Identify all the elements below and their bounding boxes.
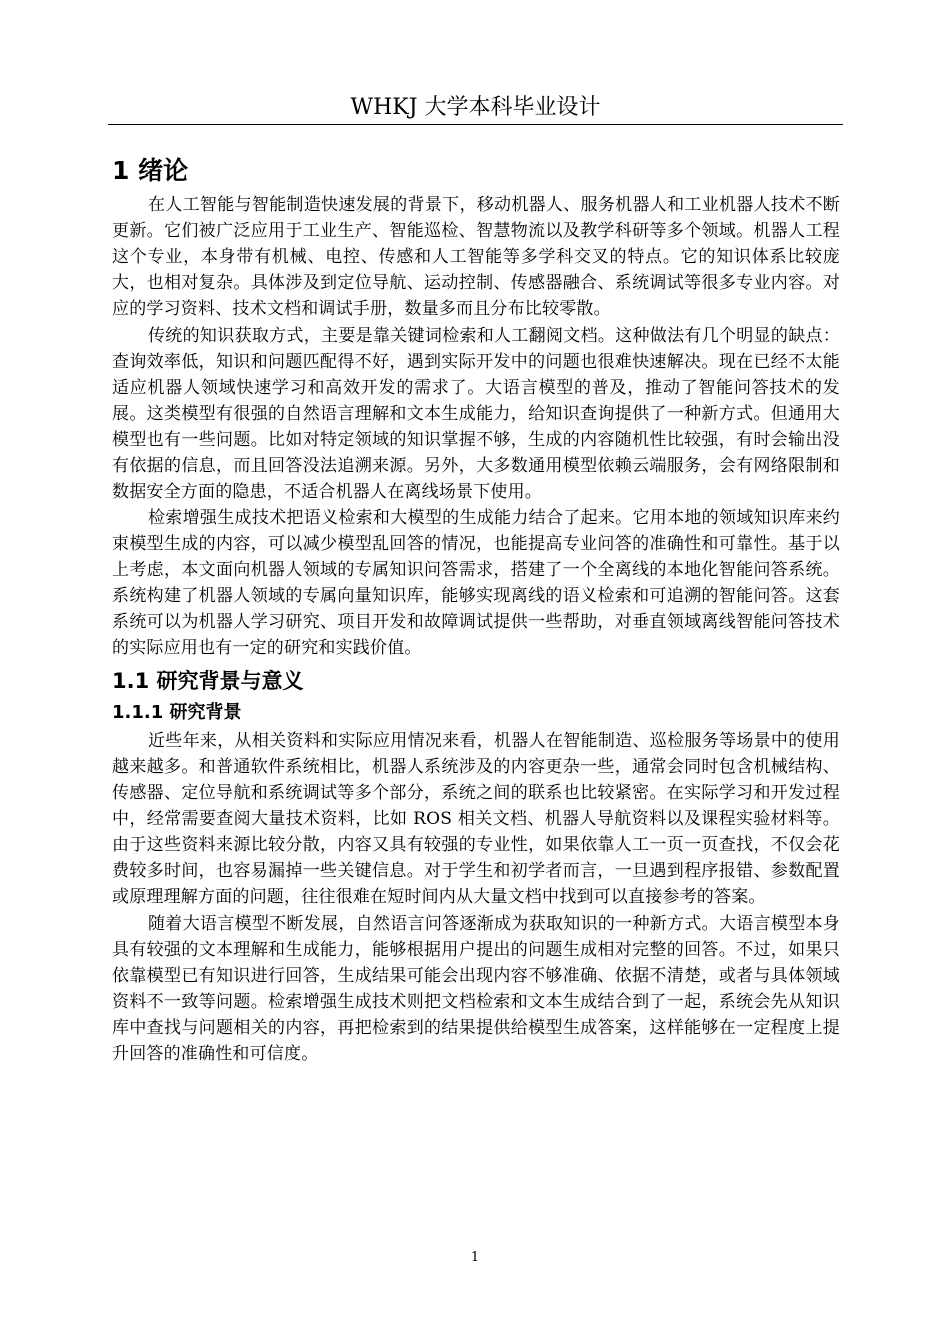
chapter-paragraph-1: 在人工智能与智能制造快速发展的背景下，移动机器人、服务机器人和工业机器人技术不断更新。它们被广泛应用于工业生产、智能巡检、智慧物流以及教学科研等多个领域。机器人工程这个专业，本身带有机械、电控、传感和人工智能等多学科交叉的特点。它的知识体系比较庞大，也相对复杂。具体涉及到定位导航、运动控制、传感器融合、系统调试等很多专业内容。对应的学习资料、技术文档和调试手册，数量多而且分布比较零散。 xyxy=(112,195,840,319)
chapter-paragraph-3: 检索增强生成技术把语义检索和大模型的生成能力结合了起来。它用本地的领域知识库来约束模型生成的内容，可以减少模型乱回答的情况，也能提高专业问答的准确性和可靠性。基于以上考虑，本文面向机器人领域的专属知识问答需求，搭建了一个全离线的本地化智能问答系统。系统构建了机器人领域的专属向量知识库，能够实现离线的语义检索和可追溯的智能问答。这套系统可以为机器人学习研究、项目开发和故障调试提供一些帮助，对垂直领域离线智能问答技术的实际应用也有一定的研究和实践价值。 xyxy=(112,508,840,658)
chapter-paragraph-2: 传统的知识获取方式，主要是靠关键词检索和人工翻阅文档。这种做法有几个明显的缺点：查询效率低，知识和问题匹配得不好，遇到实际开发中的问题也很难快速解决。现在已经不太能适应机器人领域快速学习和高效开发的需求了。大语言模型的普及，推动了智能问答技术的发展。这类模型有很强的自然语言理解和文本生成能力，给知识查询提供了一种新方式。但通用大模型也有一些问题。比如对特定领域的知识掌握不够，生成的内容随机性比较强，有时会输出没有依据的信息，而且回答没法追溯来源。另外，大多数通用模型依赖云端服务，会有网络限制和数据安全方面的隐患，不适合机器人在离线场景下使用。 xyxy=(112,325,840,502)
subsection-heading: 1.1.1 研究背景 xyxy=(112,702,242,723)
subsection-paragraph-2: 随着大语言模型不断发展，自然语言问答逐渐成为获取知识的一种新方式。大语言模型本身具有较强的文本理解和生成能力，能够根据用户提出的问题生成相对完整的回答。不过，如果只依靠模型已有知识进行回答，生成结果可能会出现内容不够准确、依据不清楚，或者与具体领域资料不一致等问题。检索增强生成技术则把文档检索和文本生成结合到了一起，系统会先从知识库中查找与问题相关的内容，再把检索到的结果提供给模型生成答案，这样能够在一定程度上提升回答的准确性和可信度。 xyxy=(112,913,840,1064)
subsection-paragraph-1: 近些年来，从相关资料和实际应用情况来看，机器人在智能制造、巡检服务等场景中的使用越来越多。和普通软件系统相比，机器人系统涉及的内容更杂一些，通常会同时包含机械结构、传感器、定位导航和系统调试等多个部分，系统之间的联系也比较紧密。在实际学习和开发过程中，经常需要查阅大量技术资料，比如 ROS 相关文档、机器人导航资料以及课程实验材料等。由于这些资料来源比较分散，内容又具有较强的专业性，如果依靠人工一页一页查找，不仅会花费较多时间，也容易漏掉一些关键信息。对于学生和初学者而言，一旦遇到程序报错、参数配置或原理理解方面的问题，往往很难在短时间内从大量文档中找到可以直接参考的答案。 xyxy=(112,731,840,907)
document-body xyxy=(112,152,840,1067)
page-header-title: WHKJ 大学本科毕业设计 xyxy=(350,95,601,120)
chapter-heading: 1 绪论 xyxy=(112,156,189,185)
header-rule xyxy=(108,124,843,125)
section-heading: 1.1 研究背景与意义 xyxy=(112,669,304,693)
page-number: 1 xyxy=(470,1250,480,1265)
